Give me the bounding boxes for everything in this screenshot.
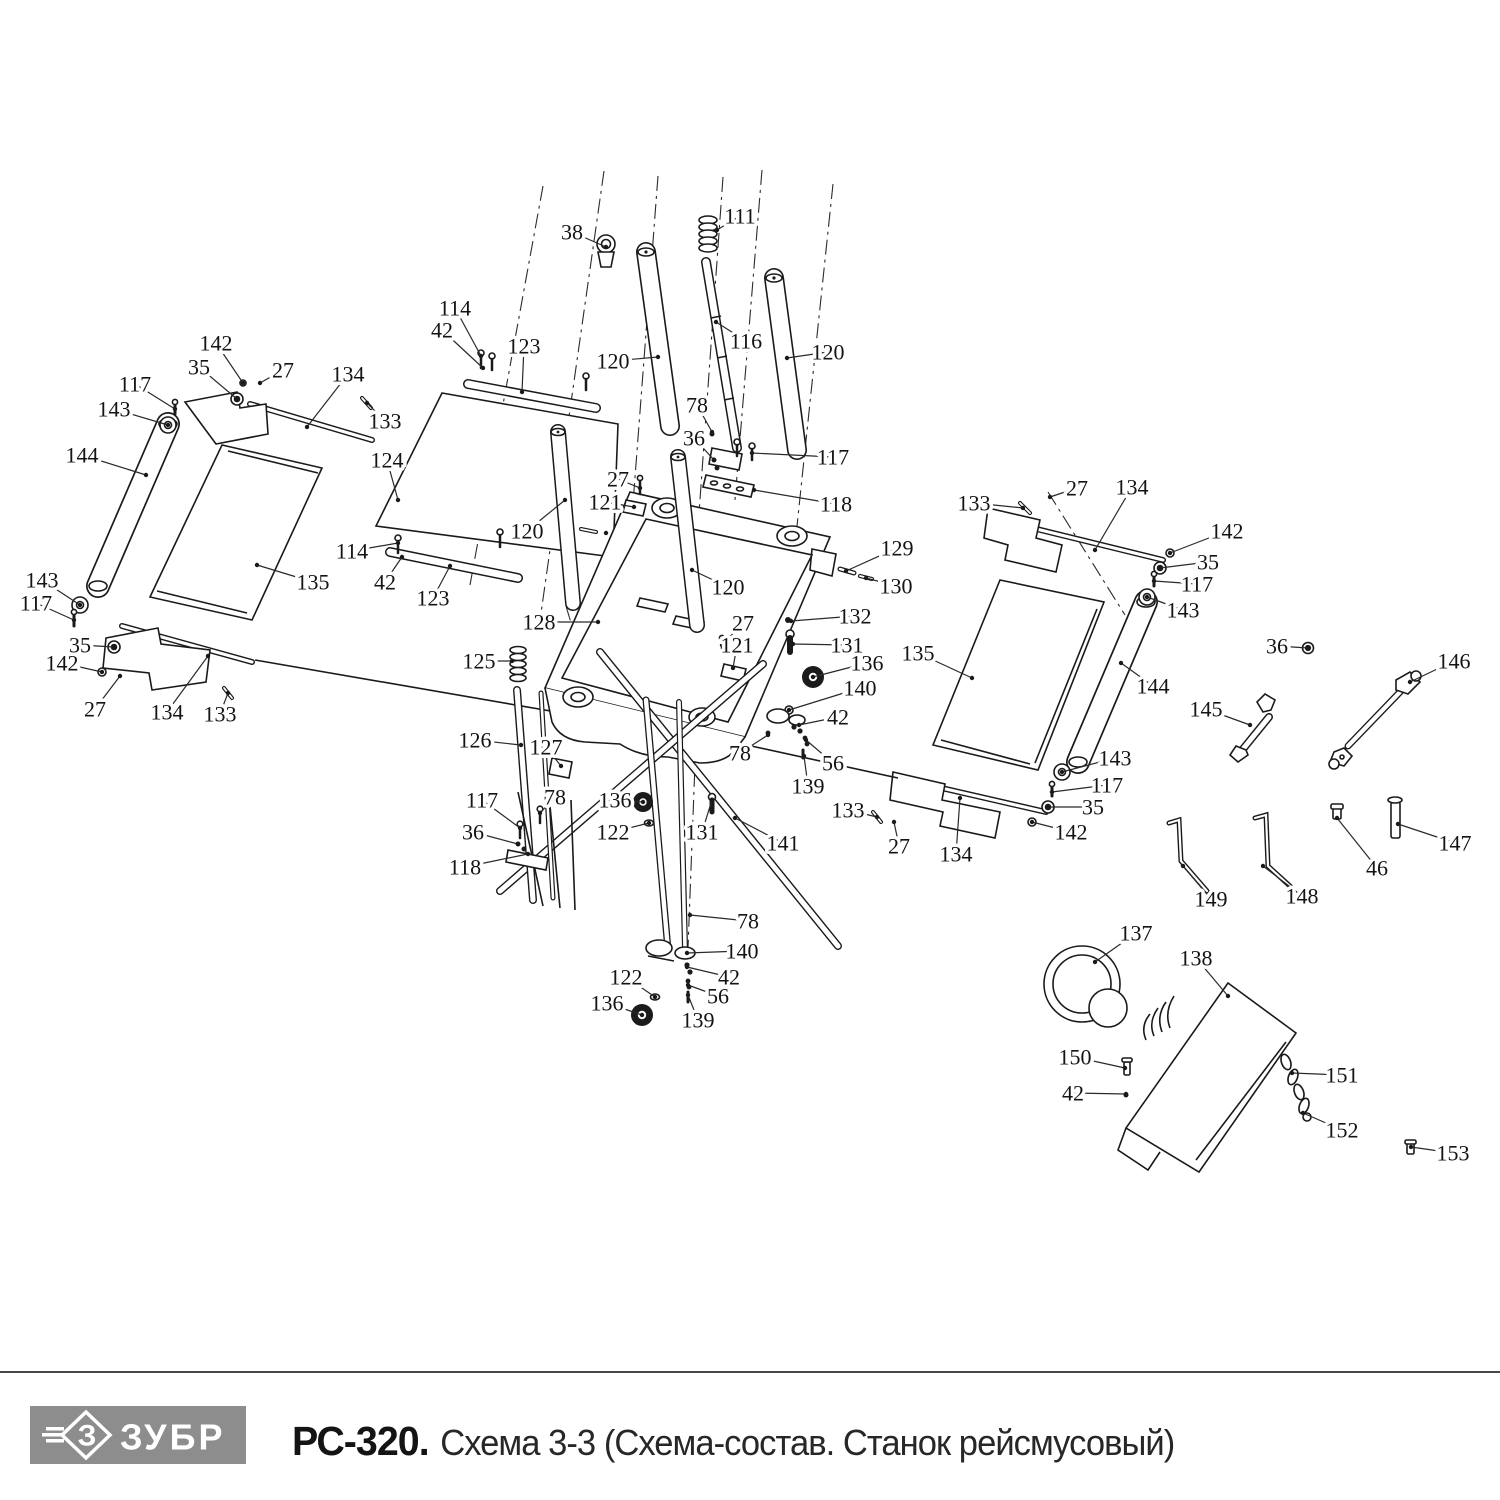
part-callout-129: [844, 536, 914, 574]
part-callout-153: [1409, 1141, 1470, 1166]
svg-text:111: 111: [724, 203, 756, 229]
part-callout-122: [597, 820, 652, 845]
part-callout-152: [1301, 1111, 1359, 1143]
part-callout-135: [902, 641, 975, 681]
svg-text:127: 127: [529, 734, 563, 760]
part-callout-42: [374, 555, 404, 595]
part-callout-133: [365, 401, 402, 434]
right-table-assembly: [873, 503, 1174, 838]
svg-text:116: 116: [729, 328, 763, 354]
part-callout-125: [463, 649, 515, 674]
hose-adapter-137: [1044, 946, 1127, 1027]
svg-text:152: 152: [1325, 1117, 1359, 1143]
part-callout-42: [1062, 1081, 1128, 1106]
cap-nut-38: [597, 235, 615, 267]
part-callout-78: [538, 785, 566, 816]
wrench-145: [1230, 694, 1275, 762]
svg-text:133: 133: [203, 701, 237, 727]
svg-text:36: 36: [683, 425, 705, 451]
svg-text:27: 27: [607, 466, 629, 492]
svg-text:35: 35: [69, 632, 91, 658]
svg-text:151: 151: [1325, 1062, 1359, 1088]
svg-text:78: 78: [737, 908, 759, 934]
svg-text:46: 46: [1366, 855, 1388, 881]
svg-text:118: 118: [819, 491, 853, 517]
logo-speedline-icon: [42, 1433, 62, 1437]
svg-text:42: 42: [374, 569, 396, 595]
svg-text:134: 134: [150, 699, 184, 725]
part-callout-133: [832, 798, 880, 823]
part-callout-78: [688, 909, 759, 934]
svg-text:56: 56: [822, 750, 844, 776]
part-callout-27: [84, 674, 122, 722]
logo-speedline-icon: [46, 1427, 64, 1431]
svg-text:141: 141: [766, 830, 800, 856]
svg-text:134: 134: [331, 361, 365, 387]
svg-text:120: 120: [510, 518, 544, 544]
part-callout-147: [1396, 822, 1472, 856]
svg-text:140: 140: [725, 938, 759, 964]
svg-text:42: 42: [827, 704, 849, 730]
part-callout-42: [797, 705, 849, 730]
svg-text:149: 149: [1194, 886, 1228, 912]
svg-text:78: 78: [729, 740, 751, 766]
svg-text:123: 123: [416, 585, 450, 611]
svg-text:144: 144: [65, 442, 99, 468]
svg-text:117: 117: [1090, 772, 1124, 798]
part-callout-36: [462, 820, 520, 847]
handle-crank-146: [1329, 671, 1421, 769]
svg-text:117: 117: [1180, 571, 1214, 597]
part-callout-150: [1059, 1045, 1128, 1071]
svg-text:129: 129: [880, 535, 914, 561]
svg-text:27: 27: [272, 357, 294, 383]
left-table-assembly: [71, 380, 372, 698]
part-callout-151: [1290, 1063, 1359, 1088]
svg-text:117: 117: [816, 444, 850, 470]
part-callout-144: [66, 443, 149, 478]
svg-text:137: 137: [1119, 920, 1153, 946]
part-callout-123: [417, 564, 453, 611]
part-callout-134: [305, 362, 365, 430]
svg-text:36: 36: [462, 819, 484, 845]
part-callout-142: [1030, 820, 1088, 845]
part-callout-137: [1093, 921, 1153, 965]
logo-speedline-icon: [46, 1439, 64, 1443]
svg-text:122: 122: [596, 819, 630, 845]
svg-text:125: 125: [462, 648, 496, 674]
part-callout-149: [1181, 864, 1228, 912]
svg-text:140: 140: [843, 675, 877, 701]
part-callout-56: [804, 738, 844, 776]
svg-text:142: 142: [45, 650, 79, 676]
svg-text:118: 118: [448, 854, 482, 880]
svg-text:27: 27: [1066, 475, 1088, 501]
svg-text:56: 56: [707, 983, 729, 1009]
svg-text:117: 117: [465, 787, 499, 813]
pin-147: [1388, 797, 1402, 838]
model-code: РС-320.: [292, 1418, 429, 1464]
part-callout-35: [1046, 795, 1104, 820]
svg-text:120: 120: [811, 339, 845, 365]
spring-125: [510, 647, 526, 682]
part-callout-117: [20, 591, 76, 623]
svg-text:35: 35: [1197, 549, 1219, 575]
svg-text:35: 35: [188, 354, 210, 380]
svg-text:120: 120: [596, 348, 630, 374]
logo-letter: З: [77, 1419, 97, 1453]
svg-text:130: 130: [879, 573, 913, 599]
svg-text:143: 143: [1166, 597, 1200, 623]
svg-text:128: 128: [522, 609, 556, 635]
svg-text:136: 136: [590, 990, 624, 1016]
svg-text:132: 132: [838, 603, 872, 629]
svg-text:35: 35: [1082, 794, 1104, 820]
svg-text:135: 135: [296, 569, 330, 595]
svg-text:131: 131: [830, 632, 864, 658]
part-callout-35: [188, 355, 239, 402]
part-callout-42: [431, 318, 485, 371]
part-callout-123: [508, 334, 541, 395]
part-callout-136: [591, 991, 645, 1018]
svg-text:131: 131: [685, 819, 719, 845]
svg-text:122: 122: [609, 964, 643, 990]
part-callout-141: [733, 816, 800, 856]
svg-text:27: 27: [732, 610, 754, 636]
svg-text:143: 143: [97, 396, 131, 422]
svg-text:120: 120: [711, 574, 745, 600]
svg-text:42: 42: [431, 317, 453, 343]
part-callout-38: [561, 220, 608, 250]
part-callout-138: [1180, 946, 1231, 999]
svg-text:142: 142: [1210, 518, 1244, 544]
part-callout-46: [1335, 816, 1388, 881]
svg-text:121: 121: [720, 632, 754, 658]
footer-divider: [0, 1371, 1500, 1373]
part-callout-126: [459, 728, 524, 753]
svg-text:42: 42: [1062, 1080, 1084, 1106]
svg-text:150: 150: [1058, 1044, 1092, 1070]
svg-text:124: 124: [370, 447, 404, 473]
svg-text:144: 144: [1136, 673, 1170, 699]
part-callout-140: [685, 939, 759, 964]
part-callout-132: [789, 604, 872, 629]
part-callout-146: [1408, 649, 1471, 685]
brand-logo: [30, 1406, 246, 1464]
part-callout-143: [98, 397, 171, 428]
part-callout-27: [1048, 476, 1088, 501]
svg-text:78: 78: [686, 392, 708, 418]
svg-text:142: 142: [1054, 819, 1088, 845]
svg-text:36: 36: [1266, 633, 1288, 659]
part-callout-118: [752, 488, 852, 517]
part-callout-142: [46, 651, 105, 676]
part-callout-117: [1152, 572, 1213, 597]
svg-text:38: 38: [561, 219, 583, 245]
svg-text:142: 142: [199, 330, 233, 356]
svg-text:134: 134: [939, 841, 973, 867]
svg-text:138: 138: [1179, 945, 1213, 971]
svg-text:145: 145: [1189, 696, 1223, 722]
tools-group: [1169, 643, 1421, 892]
svg-text:27: 27: [888, 833, 910, 859]
brand-logo-art: [30, 1406, 246, 1464]
svg-text:126: 126: [458, 727, 492, 753]
part-callout-148: [1261, 864, 1319, 909]
part-callout-27: [888, 820, 910, 859]
dust-chute-group: [1044, 946, 1416, 1172]
svg-text:121: 121: [588, 489, 622, 515]
svg-text:146: 146: [1437, 648, 1471, 674]
part-callout-134: [1093, 475, 1149, 553]
svg-text:27: 27: [84, 696, 106, 722]
svg-text:148: 148: [1285, 883, 1319, 909]
brand-name: ЗУБР: [120, 1416, 226, 1458]
svg-text:133: 133: [368, 408, 402, 434]
svg-text:143: 143: [1098, 745, 1132, 771]
svg-text:78: 78: [544, 784, 566, 810]
svg-text:136: 136: [598, 787, 632, 813]
svg-text:123: 123: [507, 333, 541, 359]
part-callout-27: [258, 358, 294, 386]
svg-text:114: 114: [438, 295, 472, 321]
hex-key-149: [1169, 820, 1207, 891]
svg-text:42: 42: [718, 964, 740, 990]
svg-text:117: 117: [118, 371, 152, 397]
svg-text:117: 117: [19, 590, 53, 616]
chip-cover-138: [1118, 983, 1296, 1172]
svg-text:136: 136: [850, 650, 884, 676]
svg-text:153: 153: [1436, 1140, 1470, 1166]
schema-caption: [292, 1406, 1174, 1470]
svg-text:134: 134: [1115, 474, 1149, 500]
schema-title: Схема 3-3 (Схема-состав. Станок рейсмусовый): [440, 1422, 1175, 1463]
chain-151: [1279, 1053, 1311, 1121]
svg-text:135: 135: [901, 640, 935, 666]
hex-key-148: [1255, 815, 1291, 887]
svg-text:114: 114: [335, 538, 369, 564]
svg-text:139: 139: [681, 1007, 715, 1033]
svg-text:133: 133: [957, 490, 991, 516]
svg-text:139: 139: [791, 773, 825, 799]
svg-text:143: 143: [25, 567, 59, 593]
part-callout-144: [1119, 661, 1170, 699]
svg-text:133: 133: [831, 797, 865, 823]
svg-text:147: 147: [1438, 830, 1472, 856]
part-callout-145: [1190, 697, 1253, 728]
spring-111: [699, 216, 717, 252]
